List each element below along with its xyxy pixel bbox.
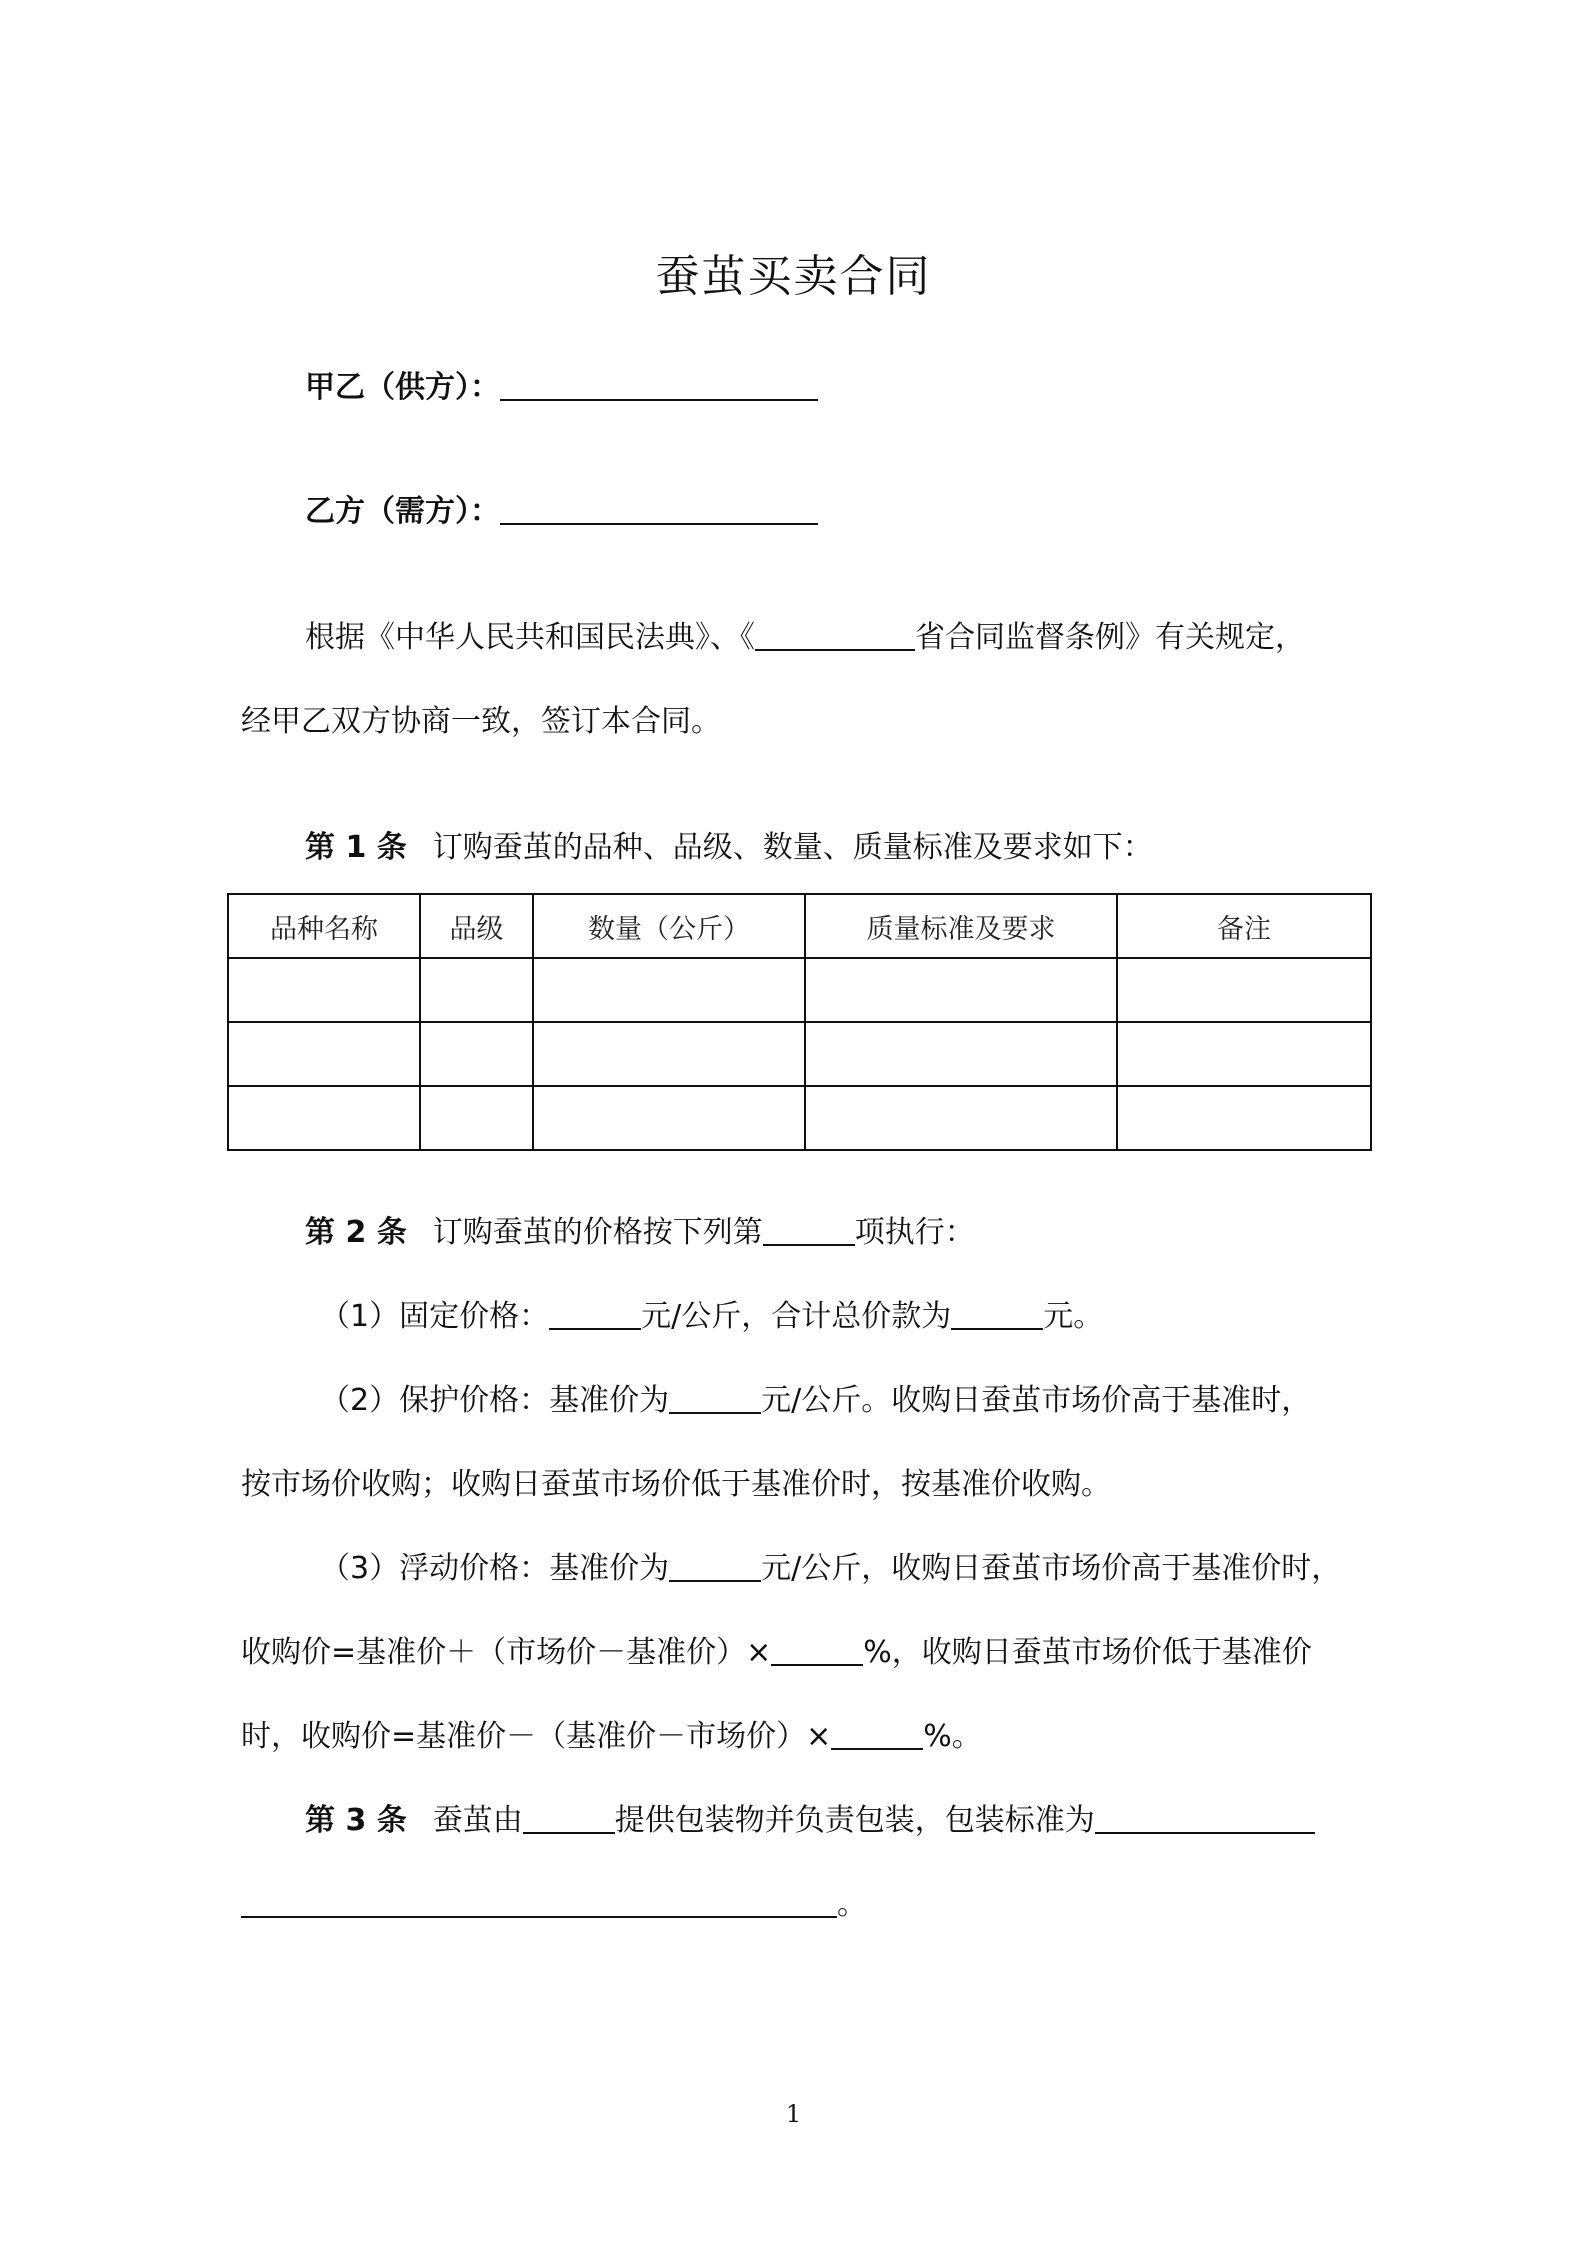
item-3-line-2-before: 收购价=基准价＋（市场价－基准价）× — [241, 1635, 772, 1670]
item-3-line-2-after: %，收购日蚕茧市场价低于基准价 — [863, 1635, 1312, 1670]
price-item-1 — [320, 1297, 1103, 1337]
preamble-text-after: 省合同监督条例》有关规定， — [915, 620, 1305, 655]
party-b-blank[interactable] — [500, 493, 818, 525]
article-2-text-after: 项执行： — [854, 1215, 975, 1250]
article-3-line-2 — [241, 1885, 867, 1925]
item-1-mid: 元/公斤，合计总价款为 — [641, 1299, 952, 1334]
article-2-label: 第 2 条 — [305, 1215, 407, 1250]
province-blank[interactable] — [755, 619, 915, 651]
price-item-2-line-2: 按市场价收购；收购日蚕茧市场价低于基准价时，按基准价收购。 — [241, 1467, 1111, 1502]
item-1-prefix: （1）固定价格： — [320, 1299, 550, 1334]
party-a-label: 甲乙（供方）： — [305, 370, 500, 405]
table-cell[interactable] — [228, 1022, 420, 1086]
table-header-cell: 数量（公斤） — [533, 894, 805, 958]
item-3-line-3-before: 时，收购价=基准价－（基准价－市场价）× — [241, 1719, 832, 1754]
party-b-label: 乙方（需方）： — [305, 494, 500, 529]
total-price-blank[interactable] — [951, 1298, 1043, 1330]
table-header-cell: 质量标准及要求 — [805, 894, 1117, 958]
float-base-price-blank[interactable] — [669, 1550, 761, 1582]
price-option-blank[interactable] — [763, 1214, 855, 1246]
table-cell[interactable] — [805, 1086, 1117, 1150]
party-b-line — [305, 492, 818, 532]
party-a-blank[interactable] — [500, 369, 818, 401]
packaging-standard-blank-continued[interactable] — [241, 1886, 837, 1918]
item-3-prefix: （3）浮动价格：基准价为 — [320, 1551, 670, 1586]
table-row — [228, 1086, 1371, 1150]
packaging-provider-blank[interactable] — [523, 1802, 615, 1834]
article-3-label: 第 3 条 — [305, 1803, 407, 1838]
article-2-text-before: 订购蚕茧的价格按下列第 — [432, 1215, 763, 1250]
article-1-label: 第 1 条 — [305, 830, 407, 865]
preamble-line-2: 经甲乙双方协商一致，签订本合同。 — [241, 704, 721, 739]
item-1-end: 元。 — [1043, 1299, 1104, 1334]
table-row — [228, 1022, 1371, 1086]
table-cell[interactable] — [420, 1022, 533, 1086]
table-cell[interactable] — [533, 1086, 805, 1150]
document-title: 蚕茧买卖合同 — [655, 251, 932, 302]
table-cell[interactable] — [1117, 1086, 1371, 1150]
table-cell[interactable] — [533, 958, 805, 1022]
price-item-3-line-2 — [241, 1633, 1312, 1673]
fixed-price-blank[interactable] — [549, 1298, 641, 1330]
table-cell[interactable] — [228, 1086, 420, 1150]
table-cell[interactable] — [533, 1022, 805, 1086]
table-header-cell: 备注 — [1117, 894, 1371, 958]
table-row — [228, 958, 1371, 1022]
page-number: 1 — [785, 2100, 802, 2128]
preamble-line-1 — [305, 618, 1305, 658]
party-a-line — [305, 368, 818, 408]
price-item-3-line-1 — [320, 1549, 1341, 1589]
item-3-after: 元/公斤，收购日蚕茧市场价高于基准价时， — [761, 1551, 1342, 1586]
float-down-percent-blank[interactable] — [831, 1718, 923, 1750]
article-3-text-before: 蚕茧由 — [432, 1803, 523, 1838]
article-2-heading — [305, 1213, 975, 1253]
price-item-3-line-3 — [241, 1717, 982, 1757]
table-cell[interactable] — [420, 958, 533, 1022]
protect-base-price-blank[interactable] — [669, 1382, 761, 1414]
price-item-2-line-1 — [320, 1381, 1311, 1421]
table-cell[interactable] — [1117, 1022, 1371, 1086]
float-up-percent-blank[interactable] — [771, 1634, 863, 1666]
table-header-cell: 品级 — [420, 894, 533, 958]
article-1-text: 订购蚕茧的品种、品级、数量、质量标准及要求如下： — [432, 830, 1153, 865]
table-cell[interactable] — [805, 958, 1117, 1022]
table-cell[interactable] — [1117, 958, 1371, 1022]
table-cell[interactable] — [805, 1022, 1117, 1086]
article-3-heading — [305, 1801, 1315, 1841]
table-header-row — [228, 894, 1371, 958]
item-2-after: 元/公斤。收购日蚕茧市场价高于基准时， — [761, 1383, 1312, 1418]
packaging-standard-blank[interactable] — [1095, 1802, 1315, 1834]
table-header-cell: 品种名称 — [228, 894, 420, 958]
spec-table — [227, 893, 1372, 1151]
table-cell[interactable] — [228, 958, 420, 1022]
article-3-end: 。 — [837, 1887, 867, 1922]
item-3-line-3-after: %。 — [923, 1719, 982, 1754]
table-cell[interactable] — [420, 1086, 533, 1150]
article-3-text-after: 提供包装物并负责包装，包装标准为 — [614, 1803, 1095, 1838]
preamble-text-before: 根据《中华人民共和国民法典》、《 — [305, 620, 755, 655]
item-2-prefix: （2）保护价格：基准价为 — [320, 1383, 670, 1418]
article-1-heading — [305, 828, 1153, 868]
